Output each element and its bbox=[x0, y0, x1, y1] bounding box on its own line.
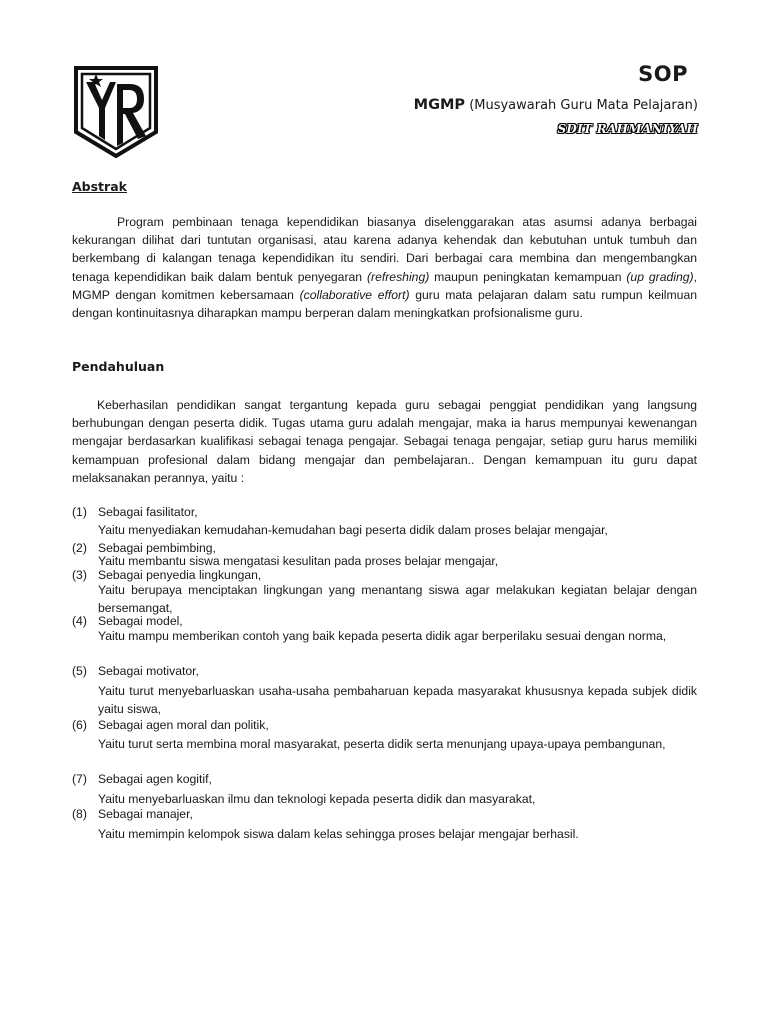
list-label: Sebagai agen moral dan politik, bbox=[98, 718, 269, 732]
mgmp-subtitle bbox=[414, 97, 698, 113]
list-label: Sebagai pembimbing, bbox=[98, 541, 216, 555]
sop-title: SOP bbox=[638, 62, 688, 86]
list-number: (4) bbox=[72, 614, 87, 628]
list-description: Yaitu memimpin kelompok siswa dalam kelas sehingga proses belajar mengajar berhasil. bbox=[98, 827, 579, 841]
list-label: Sebagai agen kogitif, bbox=[98, 772, 212, 786]
list-number: (1) bbox=[72, 505, 87, 519]
abstrak-italic-1: (refreshing) bbox=[366, 269, 430, 284]
list-number: (3) bbox=[72, 568, 87, 582]
list-number: (6) bbox=[72, 718, 87, 732]
mgmp-expansion: (Musyawarah Guru Mata Pelajaran) bbox=[469, 98, 698, 113]
mgmp-acronym: MGMP bbox=[413, 97, 466, 113]
list-description: Yaitu turut menyebarluaskan usaha-usaha pembaharuan kepada masyarakat khususnya kepada subjek didik yaitu siswa, bbox=[98, 684, 697, 717]
list-number: (2) bbox=[72, 541, 87, 555]
pendahuluan-heading: Pendahuluan bbox=[72, 359, 165, 374]
abstrak-text-4: guru mata pelajaran dalam satu rumpun keilmuan dengan kontinuitasnya diharapkan mampu berperan dalam meningkatkan profsionalisme guru. bbox=[72, 287, 697, 321]
list-number: (5) bbox=[72, 664, 87, 678]
abstrak-text-3: , MGMP dengan komitmen kebersamaan bbox=[72, 269, 697, 302]
school-name: SDIT RAHMANIYAH bbox=[557, 122, 698, 136]
list-description: Yaitu membantu siswa mengatasi kesulitan pada proses belajar mengajar, bbox=[98, 554, 499, 568]
abstrak-text-2: maupun peningkatan kemampuan bbox=[429, 269, 627, 284]
abstrak-heading: Abstrak bbox=[72, 179, 127, 194]
abstrak-text-1: Program pembinaan tenaga kependidikan biasanya diselenggarakan atas asumsi adanya berbagai kekurangan dilihat dari tuntutan organisasi, atau karena adanya kehendak dan kebutuhan untuk tumbuh dan berkembang di kalangan tenaga kependidikan itu sendiri. Dari berbagai cara membina dan mengembangkan tenaga kependidikan baik dalam bentuk penyegaran bbox=[72, 215, 697, 284]
list-label: Sebagai fasilitator, bbox=[98, 505, 198, 519]
list-description: Yaitu menyebarluaskan ilmu dan teknologi kepada peserta didik dan masyarakat, bbox=[98, 792, 536, 806]
list-number: (7) bbox=[72, 772, 87, 786]
school-logo-icon bbox=[72, 66, 160, 158]
list-number: (8) bbox=[72, 807, 87, 821]
list-description: Yaitu mampu memberikan contoh yang baik kepada peserta didik agar berperilaku sesuai dengan norma, bbox=[98, 629, 667, 643]
abstrak-paragraph bbox=[72, 213, 697, 322]
pendahuluan-paragraph: Keberhasilan pendidikan sangat tergantung kepada guru sebagai penggiat pendidikan yang langsung berhubungan dengan peserta didik. Tugas utama guru adalah mengajar, maka ia harus mempunyai kewenangan mengajar berdasarkan kualifikasi sebagai tenaga pengajar. Sebagai tenaga pengajar, setiap guru harus memiliki kemampuan profesional dalam bidang mengajar dan pembelajaran.. Dengan kemampuan itu guru dapat melaksanakan perannya, yaitu : bbox=[72, 398, 697, 485]
list-description: Yaitu turut serta membina moral masyarakat, peserta didik serta menunjang upaya-upaya pembangunan, bbox=[98, 737, 666, 751]
list-description: Yaitu menyediakan kemudahan-kemudahan bagi peserta didik dalam proses belajar mengajar, bbox=[98, 523, 608, 537]
list-label: Sebagai manajer, bbox=[98, 807, 193, 821]
list-label: Sebagai motivator, bbox=[98, 664, 199, 678]
list-label: Sebagai penyedia lingkungan, bbox=[98, 568, 262, 582]
abstrak-italic-2: (up grading) bbox=[626, 269, 694, 284]
list-description: Yaitu berupaya menciptakan lingkungan yang menantang siswa agar melakukan kegiatan belajar dengan bersemangat, bbox=[98, 583, 697, 616]
list-label: Sebagai model, bbox=[98, 614, 183, 628]
abstrak-italic-3: (collaborative effort) bbox=[299, 287, 410, 302]
